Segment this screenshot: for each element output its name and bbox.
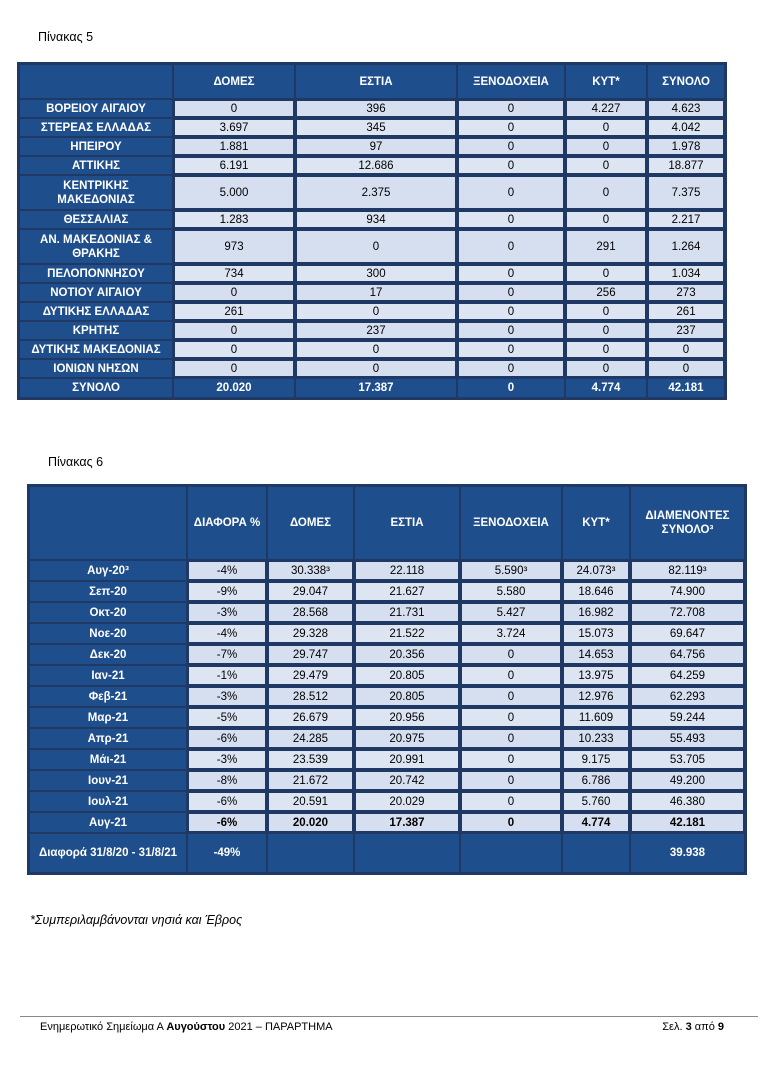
footer-title-prefix: Ενημερωτικό Σημείωμα Α — [40, 1021, 167, 1033]
table-cell: 4.042 — [648, 119, 724, 136]
table-row — [20, 322, 724, 339]
table-cell: 5.760 — [563, 792, 629, 811]
footer-page-number — [662, 1021, 724, 1033]
table-cell: 13.975 — [563, 666, 629, 685]
table-cell: 0 — [458, 230, 564, 263]
table-cell: 0 — [296, 360, 456, 377]
row-label: Αυγ-21 — [30, 813, 186, 832]
total-cell: 4.774 — [566, 379, 646, 397]
table-cell: 0 — [566, 322, 646, 339]
table-cell: 20.805 — [355, 666, 459, 685]
table-cell: 59.244 — [631, 708, 744, 727]
table-cell: 9.175 — [563, 750, 629, 769]
footer-divider — [20, 1016, 758, 1017]
row-label: Δεκ-20 — [30, 645, 186, 664]
table-cell: 300 — [296, 265, 456, 282]
table-cell: -9% — [188, 582, 266, 601]
table-cell: 20.805 — [355, 687, 459, 706]
table-cell: 273 — [648, 284, 724, 301]
table6 — [27, 484, 747, 875]
column-header: ΔΙΑΜΕΝΟΝΤΕΣ ΣΥΝΟΛΟ³ — [631, 487, 744, 559]
table-cell: 934 — [296, 211, 456, 228]
table-cell: 3.697 — [174, 119, 294, 136]
table-cell: 734 — [174, 265, 294, 282]
table-cell: 6.786 — [563, 771, 629, 790]
table-row — [20, 119, 724, 136]
table-cell: 7.375 — [648, 176, 724, 209]
table-cell: 0 — [296, 303, 456, 320]
table-cell: 18.877 — [648, 157, 724, 174]
table-cell: -3% — [188, 687, 266, 706]
difference-cell — [355, 834, 459, 872]
table-cell: 24.285 — [268, 729, 353, 748]
table-cell: 29.479 — [268, 666, 353, 685]
table-cell: 261 — [648, 303, 724, 320]
column-header: ΔΟΜΕΣ — [268, 487, 353, 559]
table-cell: 0 — [461, 666, 561, 685]
table-cell: -1% — [188, 666, 266, 685]
table-row — [20, 176, 724, 209]
row-label: Ιουν-21 — [30, 771, 186, 790]
total-cell: 20.020 — [174, 379, 294, 397]
table6-caption: Πίνακας 6 — [48, 455, 104, 469]
row-label: Ιουλ-21 — [30, 792, 186, 811]
table-cell: -4% — [188, 624, 266, 643]
table-cell: 23.539 — [268, 750, 353, 769]
total-cell: 17.387 — [296, 379, 456, 397]
table-row — [30, 561, 744, 580]
table-cell: 29.047 — [268, 582, 353, 601]
table-cell: 0 — [296, 230, 456, 263]
table-cell: 0 — [458, 360, 564, 377]
table-cell: 0 — [458, 100, 564, 117]
table-cell: 0 — [461, 687, 561, 706]
table-row — [20, 100, 724, 117]
table-cell: 20.029 — [355, 792, 459, 811]
table-cell: 14.653 — [563, 645, 629, 664]
row-label: ΒΟΡΕΙΟΥ ΑΙΓΑΙΟΥ — [20, 100, 172, 117]
table5-caption: Πίνακας 5 — [38, 30, 94, 44]
row-label: ΚΡΗΤΗΣ — [20, 322, 172, 339]
row-label: ΙΟΝΙΩΝ ΝΗΣΩΝ — [20, 360, 172, 377]
row-label: ΚΕΝΤΡΙΚΗΣ ΜΑΚΕΔΟΝΙΑΣ — [20, 176, 172, 209]
footnote: *Συμπεριλαμβάνονται νησιά και Έβρος — [30, 913, 243, 927]
table-cell: 1.264 — [648, 230, 724, 263]
header-corner — [20, 65, 172, 98]
footer-title — [40, 1021, 333, 1033]
table-row — [30, 708, 744, 727]
table-cell: -7% — [188, 645, 266, 664]
table-cell: 0 — [566, 341, 646, 358]
table-cell: -6% — [188, 792, 266, 811]
table-cell: 30.338³ — [268, 561, 353, 580]
table-cell: 345 — [296, 119, 456, 136]
table-cell: 0 — [461, 729, 561, 748]
difference-cell — [268, 834, 353, 872]
table-cell: 0 — [461, 792, 561, 811]
table-cell: 21.627 — [355, 582, 459, 601]
difference-cell — [563, 834, 629, 872]
table-cell: 10.233 — [563, 729, 629, 748]
table-cell: 64.756 — [631, 645, 744, 664]
table-cell: 0 — [566, 360, 646, 377]
table-cell: 973 — [174, 230, 294, 263]
table-cell: 0 — [458, 138, 564, 155]
table-cell: 0 — [174, 341, 294, 358]
table-cell: 17.387 — [355, 813, 459, 832]
table-cell: 21.522 — [355, 624, 459, 643]
table-cell: 20.991 — [355, 750, 459, 769]
table-cell: 11.609 — [563, 708, 629, 727]
table-cell: -3% — [188, 603, 266, 622]
table-row — [20, 265, 724, 282]
footer-title-suffix: 2021 – ΠΑΡΑΡΤΗΜΑ — [225, 1021, 333, 1033]
table-cell: 6.191 — [174, 157, 294, 174]
row-label: ΘΕΣΣΑΛΙΑΣ — [20, 211, 172, 228]
table-cell: 261 — [174, 303, 294, 320]
page-total: 9 — [717, 1021, 724, 1033]
table-cell: 0 — [461, 750, 561, 769]
table-cell: 0 — [461, 813, 561, 832]
table-cell: -5% — [188, 708, 266, 727]
table-cell: 4.623 — [648, 100, 724, 117]
table-cell: 20.956 — [355, 708, 459, 727]
table-cell: 29.328 — [268, 624, 353, 643]
table-cell: 15.073 — [563, 624, 629, 643]
column-header: ΔΟΜΕΣ — [174, 65, 294, 98]
difference-cell — [461, 834, 561, 872]
table5 — [17, 62, 727, 400]
table-cell: 0 — [458, 211, 564, 228]
difference-cell: 39.938 — [631, 834, 744, 872]
table-cell: 5.590³ — [461, 561, 561, 580]
table-row — [20, 303, 724, 320]
total-label: ΣΥΝΟΛΟ — [20, 379, 172, 397]
table-cell: 72.708 — [631, 603, 744, 622]
table-cell: 55.493 — [631, 729, 744, 748]
table-cell: -6% — [188, 813, 266, 832]
table-row — [20, 284, 724, 301]
table-cell: 0 — [458, 119, 564, 136]
row-label: Σεπ-20 — [30, 582, 186, 601]
page-current: 3 — [685, 1021, 692, 1033]
table-cell: 46.380 — [631, 792, 744, 811]
table-cell: 26.679 — [268, 708, 353, 727]
column-header: ΕΣΤΙΑ — [355, 487, 459, 559]
row-label: Οκτ-20 — [30, 603, 186, 622]
table-cell: 0 — [461, 708, 561, 727]
row-label: ΑΝ. ΜΑΚΕΔΟΝΙΑΣ & ΘΡΑΚΗΣ — [20, 230, 172, 263]
difference-label: Διαφορά 31/8/20 - 31/8/21 — [30, 834, 186, 872]
row-label: ΣΤΕΡΕΑΣ ΕΛΛΑΔΑΣ — [20, 119, 172, 136]
table-cell: 74.900 — [631, 582, 744, 601]
table-row — [20, 211, 724, 228]
table-cell: 1.881 — [174, 138, 294, 155]
table-cell: 0 — [566, 211, 646, 228]
row-label: ΔΥΤΙΚΗΣ ΜΑΚΕΔΟΝΙΑΣ — [20, 341, 172, 358]
table-row — [30, 687, 744, 706]
table-cell: 0 — [461, 645, 561, 664]
row-label: Αυγ-20³ — [30, 561, 186, 580]
difference-row — [30, 834, 744, 872]
table-cell: 0 — [174, 284, 294, 301]
table-cell: 5.427 — [461, 603, 561, 622]
table-row — [20, 138, 724, 155]
footer-title-month: Αυγούστου — [166, 1021, 226, 1033]
table-cell: 1.034 — [648, 265, 724, 282]
table-cell: 21.731 — [355, 603, 459, 622]
table-cell: 237 — [648, 322, 724, 339]
table-cell: 1.283 — [174, 211, 294, 228]
table-cell: -8% — [188, 771, 266, 790]
row-label: Μαρ-21 — [30, 708, 186, 727]
table-row — [20, 360, 724, 377]
table-row — [30, 813, 744, 832]
table-cell: 0 — [566, 138, 646, 155]
table-cell: 0 — [174, 360, 294, 377]
row-label: Μάι-21 — [30, 750, 186, 769]
table-cell: 0 — [648, 341, 724, 358]
table-cell: 0 — [566, 303, 646, 320]
table-row — [30, 750, 744, 769]
column-header: ΚΥΤ* — [566, 65, 646, 98]
table-cell: 4.774 — [563, 813, 629, 832]
row-label: Νοε-20 — [30, 624, 186, 643]
table-cell: -6% — [188, 729, 266, 748]
difference-cell: -49% — [188, 834, 266, 872]
page-prefix: Σελ. — [662, 1021, 686, 1033]
table-cell: 4.227 — [566, 100, 646, 117]
table-cell: 18.646 — [563, 582, 629, 601]
table-cell: -3% — [188, 750, 266, 769]
table-cell: 20.591 — [268, 792, 353, 811]
table-cell: 62.293 — [631, 687, 744, 706]
table-row — [30, 771, 744, 790]
table-cell: 0 — [296, 341, 456, 358]
table-cell: 0 — [174, 322, 294, 339]
row-label: ΑΤΤΙΚΗΣ — [20, 157, 172, 174]
table-cell: 237 — [296, 322, 456, 339]
table-cell: 2.217 — [648, 211, 724, 228]
table-cell: 49.200 — [631, 771, 744, 790]
column-header: ΞΕΝΟΔΟΧΕΙΑ — [458, 65, 564, 98]
table-cell: 29.747 — [268, 645, 353, 664]
table-cell: 0 — [566, 176, 646, 209]
table-cell: 3.724 — [461, 624, 561, 643]
table-cell: 24.073³ — [563, 561, 629, 580]
column-header: ΔΙΑΦΟΡΑ % — [188, 487, 266, 559]
table-cell: 2.375 — [296, 176, 456, 209]
table-cell: 396 — [296, 100, 456, 117]
row-label: ΗΠΕΙΡΟΥ — [20, 138, 172, 155]
table-cell: 0 — [458, 265, 564, 282]
table-cell: 53.705 — [631, 750, 744, 769]
table-cell: 0 — [566, 119, 646, 136]
column-header: ΚΥΤ* — [563, 487, 629, 559]
page-mid: από — [691, 1021, 718, 1033]
table-cell: 28.512 — [268, 687, 353, 706]
column-header: ΕΣΤΙΑ — [296, 65, 456, 98]
table-cell: 12.976 — [563, 687, 629, 706]
row-label: ΠΕΛΟΠΟΝΝΗΣΟΥ — [20, 265, 172, 282]
table-row — [30, 666, 744, 685]
table-cell: 69.647 — [631, 624, 744, 643]
table-cell: 5.580 — [461, 582, 561, 601]
table-row — [30, 729, 744, 748]
table-cell: 0 — [461, 771, 561, 790]
table-cell: 20.356 — [355, 645, 459, 664]
table-row — [30, 624, 744, 643]
table-cell: 97 — [296, 138, 456, 155]
table-row — [30, 603, 744, 622]
table-cell: 0 — [458, 284, 564, 301]
row-label: Φεβ-21 — [30, 687, 186, 706]
table-cell: 82.119³ — [631, 561, 744, 580]
header-corner — [30, 487, 186, 559]
column-header: ΞΕΝΟΔΟΧΕΙΑ — [461, 487, 561, 559]
table-cell: 0 — [458, 341, 564, 358]
table-cell: 16.982 — [563, 603, 629, 622]
table-cell: 0 — [174, 100, 294, 117]
table-cell: 291 — [566, 230, 646, 263]
table-cell: 0 — [458, 176, 564, 209]
table-cell: 0 — [458, 303, 564, 320]
row-label: Ιαν-21 — [30, 666, 186, 685]
table-cell: 64.259 — [631, 666, 744, 685]
total-row — [20, 379, 724, 397]
table-cell: 0 — [648, 360, 724, 377]
table-cell: 20.020 — [268, 813, 353, 832]
table-cell: 20.975 — [355, 729, 459, 748]
table-cell: 0 — [566, 265, 646, 282]
table-cell: 17 — [296, 284, 456, 301]
table-row — [20, 157, 724, 174]
table-cell: 22.118 — [355, 561, 459, 580]
table-cell: 0 — [458, 322, 564, 339]
table-cell: 21.672 — [268, 771, 353, 790]
total-cell: 0 — [458, 379, 564, 397]
table-cell: 20.742 — [355, 771, 459, 790]
table-row — [30, 645, 744, 664]
table-cell: 0 — [566, 157, 646, 174]
total-cell: 42.181 — [648, 379, 724, 397]
table-cell: 0 — [458, 157, 564, 174]
table-row — [20, 341, 724, 358]
row-label: ΝΟΤΙΟΥ ΑΙΓΑΙΟΥ — [20, 284, 172, 301]
table-row — [30, 792, 744, 811]
row-label: Απρ-21 — [30, 729, 186, 748]
table-cell: 5.000 — [174, 176, 294, 209]
table-cell: 256 — [566, 284, 646, 301]
row-label: ΔΥΤΙΚΗΣ ΕΛΛΑΔΑΣ — [20, 303, 172, 320]
table-cell: 12.686 — [296, 157, 456, 174]
table-cell: 28.568 — [268, 603, 353, 622]
table-cell: -4% — [188, 561, 266, 580]
column-header: ΣΥΝΟΛΟ — [648, 65, 724, 98]
table-cell: 42.181 — [631, 813, 744, 832]
table-row — [30, 582, 744, 601]
table-row — [20, 230, 724, 263]
table-cell: 1.978 — [648, 138, 724, 155]
